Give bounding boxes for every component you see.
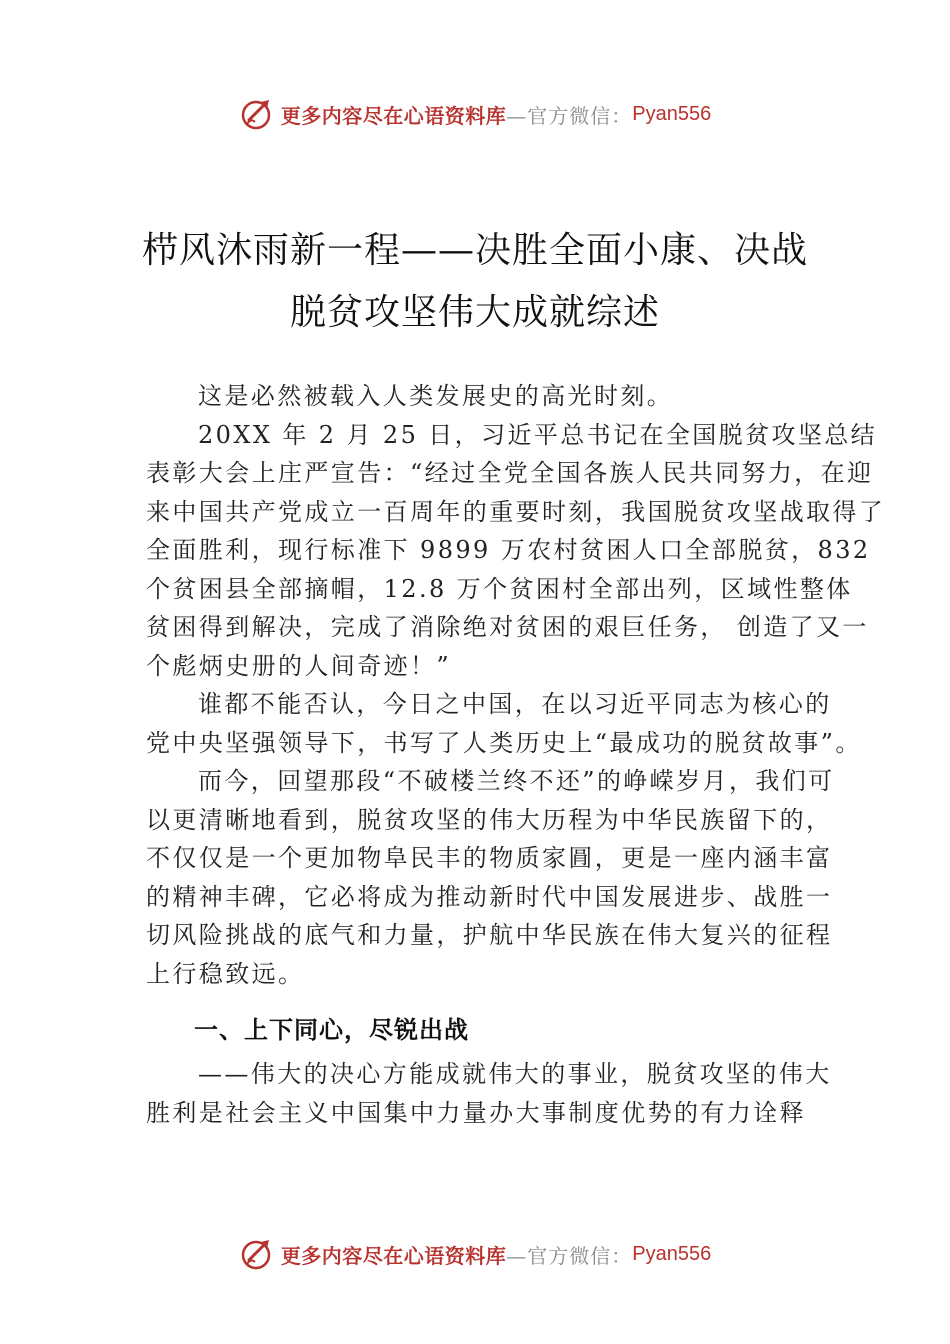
paragraph-2-line: 20XX 年 2 月 25 日，习近平总书记在全国脱贫攻坚总结 — [198, 420, 878, 449]
paragraph-4-line: 以更清晰地看到，脱贫攻坚的伟大历程为中华民族留下的， — [146, 805, 833, 834]
document-title-line-1: 栉风沐雨新一程——决胜全面小康、决战 — [141, 230, 808, 271]
banner-site-name: 更多内容尽在心语资料库 — [280, 103, 507, 128]
header-banner — [0, 96, 950, 132]
banner-site-name: 更多内容尽在心语资料库 — [280, 1243, 507, 1268]
banner-wechat-label: —官方微信： — [506, 1243, 633, 1268]
logo-icon — [239, 96, 275, 132]
paragraph-2-line: 全面胜利，现行标准下 9899 万农村贫困人口全部脱贫，832 — [146, 536, 871, 564]
banner-wechat-id: Pyan556 — [632, 1242, 712, 1265]
paragraph-1-line: 这是必然被载入人类发展史的高光时刻。 — [198, 382, 674, 410]
paragraph-5-line: 胜利是社会主义中国集中力量办大事制度优势的有力诠释 — [146, 1098, 806, 1127]
banner-wechat-id: Pyan556 — [632, 102, 712, 125]
logo-icon — [239, 1236, 275, 1272]
body-section-2 — [146, 1055, 836, 1132]
paragraph-4-line: 切风险挑战的底气和力量，护航中华民族在伟大复兴的征程 — [146, 921, 833, 949]
paragraph-5-line: ——伟大的决心方能成就伟大的事业，脱贫攻坚的伟大 — [198, 1060, 832, 1088]
paragraph-4-line: 上行稳致远。 — [146, 959, 305, 988]
paragraph-4-line: 而今，回望那段“不破楼兰终不还”的峥嵘岁月，我们可 — [198, 767, 835, 795]
paragraph-3-line: 党中央坚强领导下，书写了人类历史上“最成功的脱贫故事”。 — [146, 728, 862, 757]
paragraph-2-line: 个彪炳史册的人间奇迹！” — [146, 651, 452, 680]
body-section — [146, 377, 886, 993]
section-heading: 一、上下同心，尽锐出战 — [194, 1016, 469, 1044]
paragraph-2-line: 贫困得到解决，完成了消除绝对贫困的艰巨任务， 创造了又一 — [146, 613, 869, 641]
banner-wechat-label: —官方微信： — [506, 103, 633, 128]
paragraph-2-line: 个贫困县全部摘帽，12.8 万个贫困村全部出列，区域性整体 — [146, 574, 853, 603]
footer-banner — [0, 1236, 950, 1272]
paragraph-3-line: 谁都不能否认，今日之中国，在以习近平同志为核心的 — [198, 690, 832, 718]
paragraph-2-line: 来中国共产党成立一百周年的重要时刻，我国脱贫攻坚战取得了 — [146, 497, 886, 526]
paragraph-4-line: 不仅仅是一个更加物阜民丰的物质家㘣，更是一座内涵丰富 — [146, 844, 833, 872]
document-title-line-2: 脱贫攻坚伟大成就综述 — [289, 292, 660, 333]
paragraph-2-line: 表彰大会上庄严宣告：“经过全党全国各族人民共同努力，在迎 — [146, 459, 874, 487]
paragraph-4-line: 的精神丰碑，它必将成为推动新时代中国发展进步、战胜一 — [146, 882, 833, 911]
